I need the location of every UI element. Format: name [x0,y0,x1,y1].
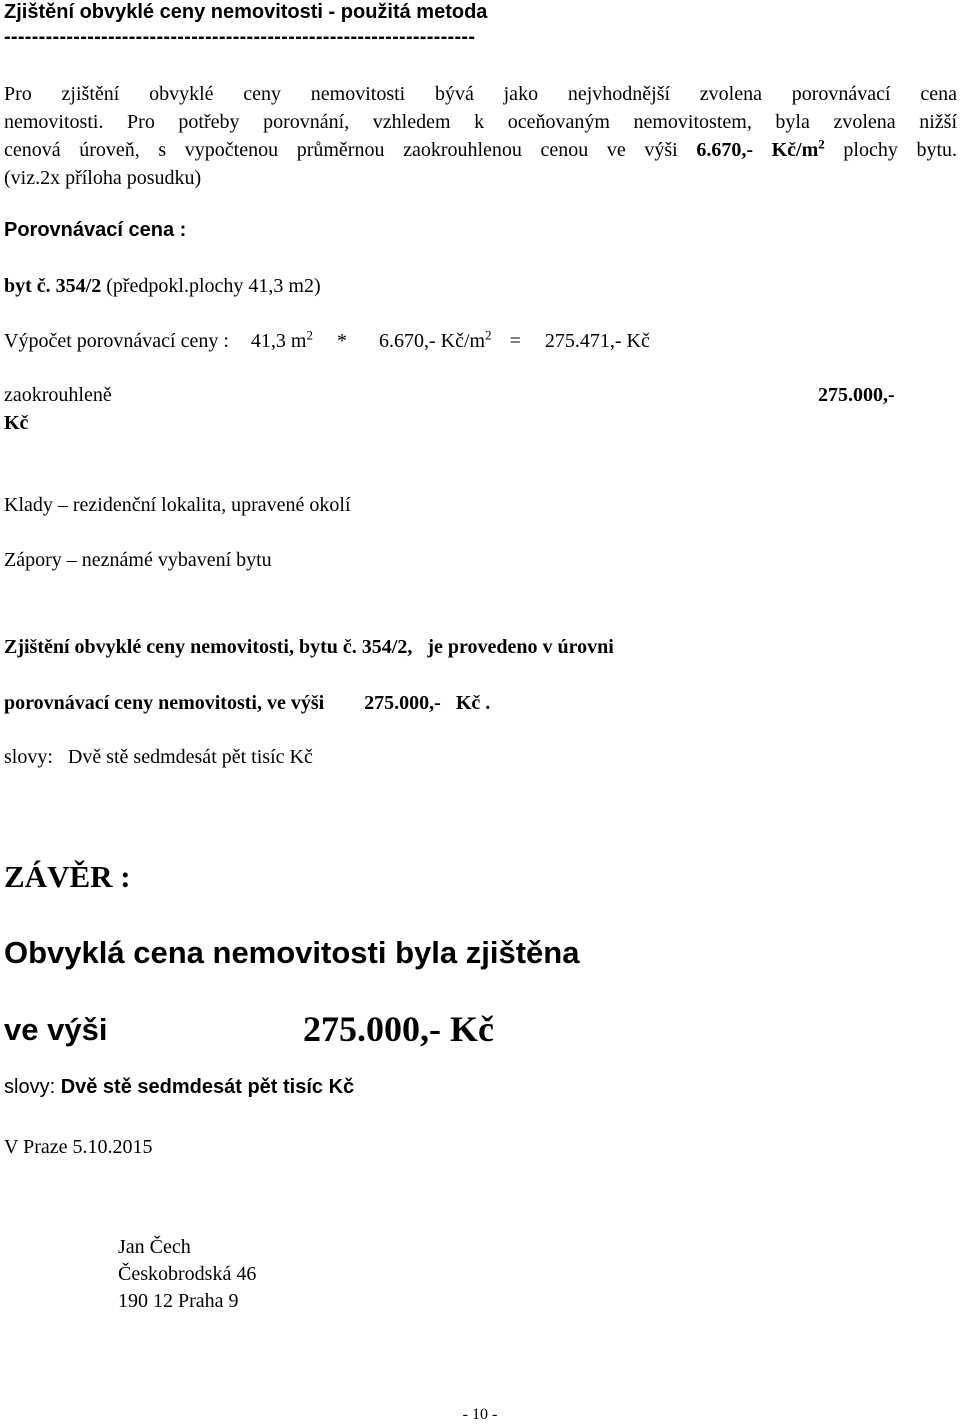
conclusion-amount-label: ve výši [4,1012,108,1047]
unit-area-note: (předpokl.plochy 41,3 m2) [101,275,321,297]
calc-times: * [336,330,347,352]
calc-label: Výpočet porovnávací ceny : [4,330,229,352]
conclusion-heading: ZÁVĚR : [4,859,131,894]
unit-id: byt č. 354/2 [4,275,102,297]
intro-line: nemovitosti. Pro potřeby porovnání, vzhledem k oceňovaným nemovitostem, byla zvolena nižší [4,111,957,133]
rounded-currency: Kč [4,412,29,434]
rounded-value: 275.000,- [818,384,895,406]
determination-amount [4,690,490,716]
rounded-label: zaokrouhleně [4,384,112,406]
unit-description [4,273,321,299]
comparison-heading: Porovnávací cena : [4,219,187,241]
place-and-date: V Praze 5.10.2015 [4,1136,153,1158]
conclusion-amount-value: 275.000,- Kč [303,1009,494,1049]
title-underline: -------------------------------------------------------------------- [4,26,476,48]
calc-result: 275.471,- Kč [544,330,650,352]
calc-area: 41,3 m [250,330,307,352]
pros-line: Klady – rezidenční lokalita, upravené okolí [4,494,351,516]
amount-in-words: slovy: Dvě stě sedmdesát pět tisíc Kč [4,746,313,768]
price-calculation: Výpočet porovnávací ceny : 41,3 $m^2 * 6.670,-$ $Kč/m^2 = 275.471,-$ Kč [4,327,650,352]
calc-equals: = [509,330,521,352]
intro-line: (viz.2x příloha posudku) [4,167,202,189]
cons-line: Zápory – neznámé vybavení bytu [4,549,272,571]
author-name: Jan Čech [118,1236,191,1258]
intro-line: Pro zjištění obvyklé ceny nemovitosti bývá jako nejvhodnější zvolena porovnávací cena [4,83,957,105]
determination-value: 275.000,- Kč . [364,692,491,714]
average-price: 6.670,- $Kč/m^2$ [696,136,825,161]
conclusion-statement: Obvyklá cena nemovitosti byla zjištěna [4,935,580,970]
determination-statement: Zjištění obvyklé ceny nemovitosti, bytu č. 354/2, je provedeno v úrovni [4,636,614,658]
intro-text: plochy bytu. [824,139,957,161]
intro-text: cenová úroveň, s vypočtenou průměrnou zaokrouhlenou cenou ve výši [4,139,697,161]
intro-paragraph [4,80,957,192]
intro-line [4,136,957,164]
author-address [118,1234,256,1315]
page-number: - 10 - [462,1406,498,1423]
author-city: 190 12 Praha 9 [118,1290,239,1312]
calc-unit-price: 6.670,- Kč/m [378,330,486,352]
conclusion-words-label: slovy: [4,1076,61,1098]
conclusion-words [4,1074,354,1100]
determination-label: porovnávací ceny nemovitosti, ve výši [4,692,325,714]
conclusion-words-value: Dvě stě sedmdesát pět tisíc Kč [60,1076,355,1098]
author-street: Českobrodská 46 [118,1263,257,1285]
section-title: Zjištění obvyklé ceny nemovitosti - použitá metoda [4,1,488,23]
